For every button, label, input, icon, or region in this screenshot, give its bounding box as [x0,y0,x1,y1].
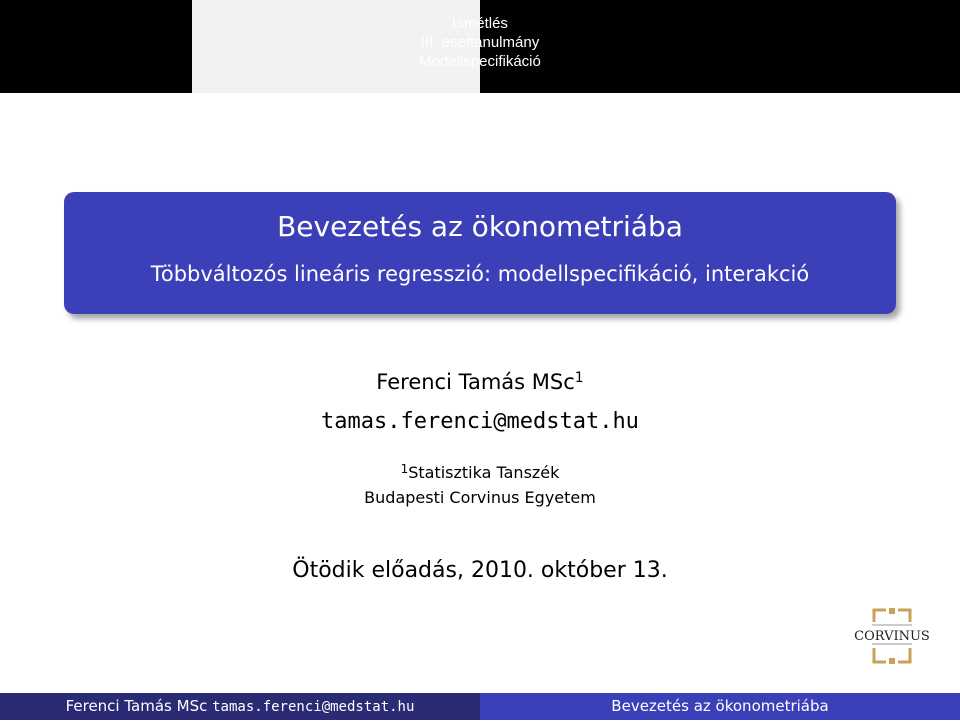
author-line [0,368,960,396]
presentation-title: Bevezetés az ökonometriába [277,210,683,243]
lecture-date: Ötödik előadás, 2010. október 13. [292,558,668,583]
author-email: tamas.ferenci@medstat.hu [321,409,639,434]
header-bar [0,0,960,93]
footer-title: Bevezetés az ökonometriába [611,697,829,715]
presentation-subtitle: Többváltozós lineáris regresszió: modellspecifikáció, interakció [150,262,810,286]
footer-author: Ferenci Tamás MSc [65,697,208,715]
nav-item-ismetles[interactable]: Ismétlés [452,15,508,32]
corvinus-university-logo [850,606,934,666]
nav-item-modellspecifikacio[interactable]: Modellspecifikáció [419,53,541,70]
title-box [64,192,896,314]
footer-title-segment [480,693,960,720]
nav-item-esettanulmany[interactable]: III. esettanulmány [420,34,540,51]
department-name: Statisztika Tanszék [408,463,560,482]
footer-email: tamas.ferenci@medstat.hu [212,699,415,715]
affiliation-mark: 1 [574,370,584,386]
university-name: Budapesti Corvinus Egyetem [364,488,596,507]
author-name: Ferenci Tamás MSc [376,370,575,394]
footer-bar [0,693,960,720]
institution-block [0,460,960,510]
footer-author-segment [0,693,480,720]
section-navigation [280,14,680,71]
institution-mark: 1 [400,462,409,476]
logo-text: CORVINUS [854,629,930,644]
